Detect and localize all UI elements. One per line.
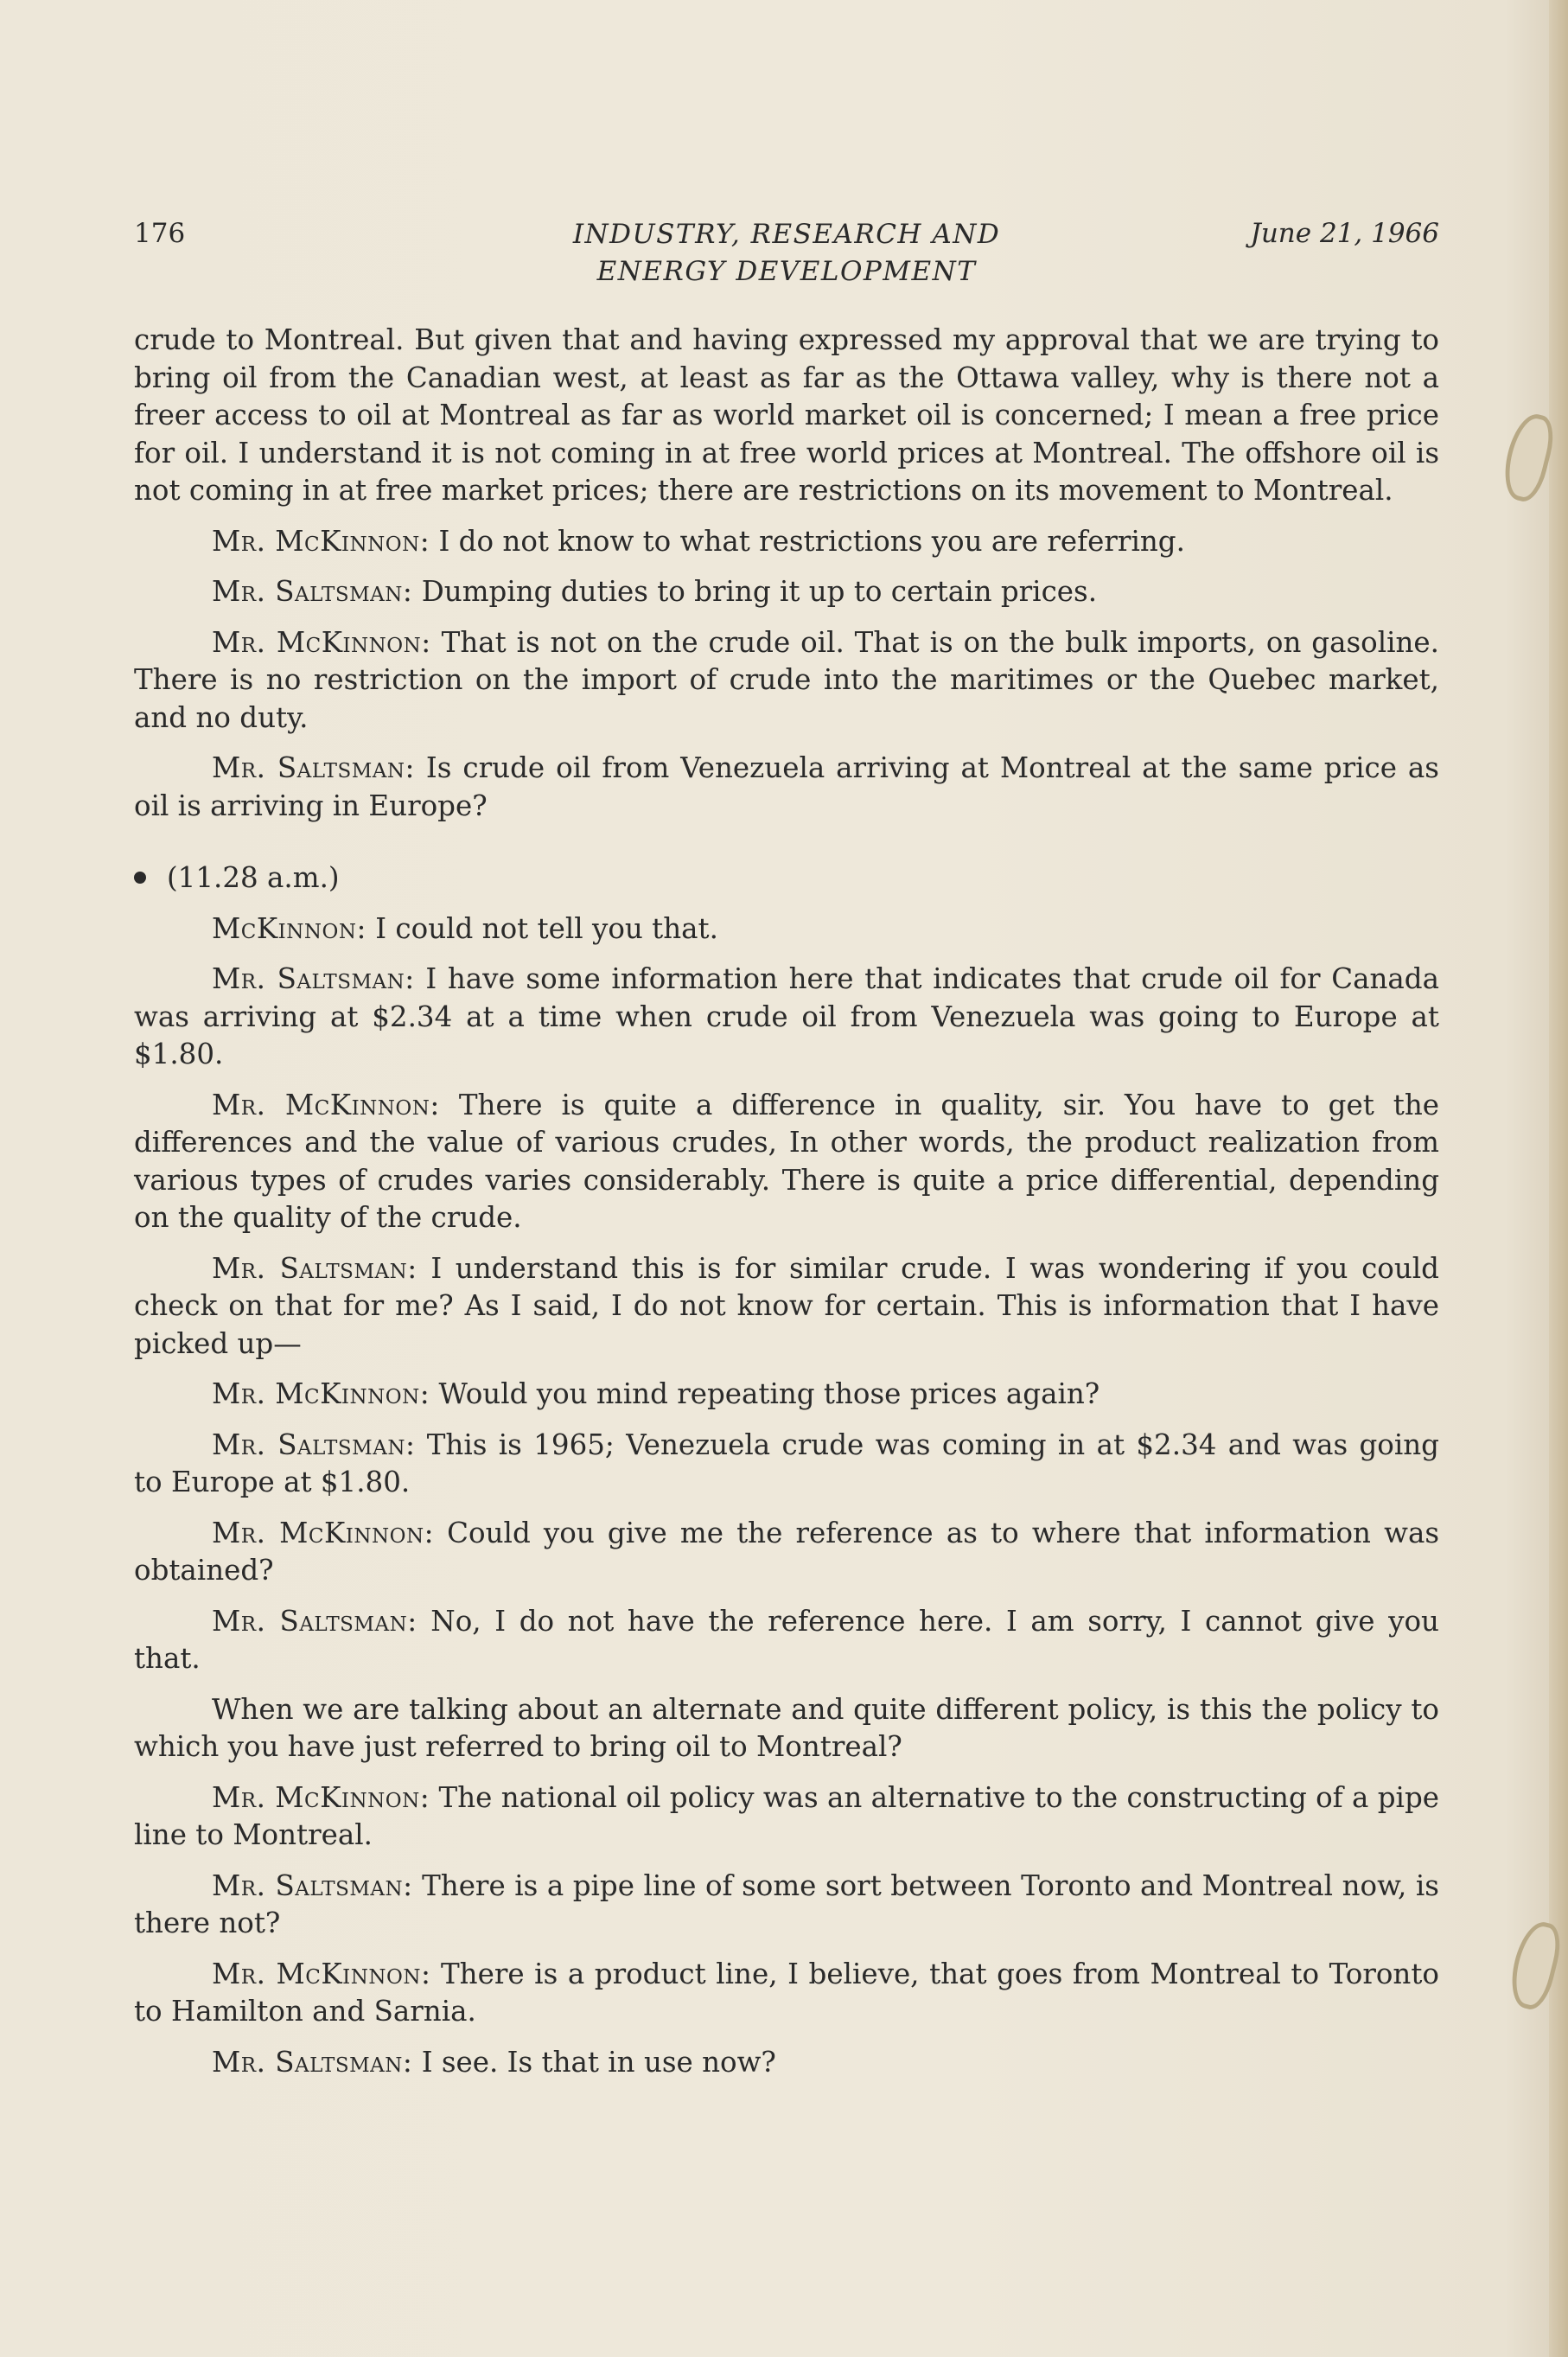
- speech-text: I could not tell you that.: [366, 911, 718, 945]
- page-date: June 21, 1966: [1250, 218, 1439, 249]
- continuation-paragraph: When we are talking about an alternate and quite different policy, is this the policy to which you have just referred to bring oil to Montreal?: [134, 1692, 1439, 1763]
- speech-text: That is not on the crude oil. That is on the bulk imports, on gasoline. There is no restriction on the import of crude into the maritimes or the Quebec market, and no duty.: [134, 625, 1439, 734]
- speaker-name: Mr. McKinnon:: [212, 1377, 430, 1410]
- speech-paragraph: [134, 1087, 1439, 1237]
- transcript-body: [134, 322, 1439, 2094]
- exchange-block-1: [134, 523, 1439, 826]
- speech-paragraph: [134, 1779, 1439, 1855]
- speech-paragraph: [134, 1250, 1439, 1364]
- speech-text: Could you give me the reference as to where that information was obtained?: [134, 1516, 1439, 1587]
- speaker-name: Mr. Saltsman:: [212, 1428, 416, 1461]
- speaker-name: Mr. McKinnon:: [212, 1957, 431, 1990]
- speech-paragraph: [134, 1603, 1439, 1678]
- running-title-line-1: INDUSTRY, RESEARCH AND: [572, 219, 1001, 250]
- exchange-block-3: [134, 1779, 1439, 2082]
- speech-text: I have some information here that indicates that crude oil for Canada was arriving at $2.34 at a time when crude oil from Venezuela was going to Europe at $1.80.: [134, 962, 1439, 1070]
- speaker-name: McKinnon:: [212, 911, 367, 945]
- page-number: 176: [134, 218, 186, 249]
- speech-paragraph: [134, 1868, 1439, 1943]
- speaker-name: Mr. Saltsman:: [212, 1604, 417, 1638]
- speech-text: I see. Is that in use now?: [412, 2045, 776, 2079]
- speaker-name: Mr. Saltsman:: [212, 1251, 417, 1285]
- speech-text: This is 1965; Venezuela crude was coming in at $2.34 and was going to Europe at $1.80.: [134, 1428, 1439, 1498]
- timestamp: (11.28 a.m.): [167, 861, 340, 894]
- speech-paragraph: [134, 1427, 1439, 1502]
- bullet-icon: [134, 872, 146, 884]
- speech-paragraph: [134, 961, 1439, 1074]
- speech-paragraph: [134, 1956, 1439, 2031]
- speaker-name: Mr. Saltsman:: [212, 2045, 413, 2079]
- page-header: [134, 213, 1439, 296]
- speech-paragraph: [134, 1376, 1439, 1414]
- speech-paragraph: [134, 910, 1439, 949]
- speech-paragraph: [134, 1515, 1439, 1590]
- speech-text: The national oil policy was an alternative to the constructing of a pipe line to Montreal.: [134, 1780, 1439, 1851]
- speech-paragraph: [134, 624, 1439, 738]
- speech-text: There is a pipe line of some sort between Toronto and Montreal now, is there not?: [134, 1868, 1439, 1939]
- running-title: [134, 216, 1439, 291]
- page-binding-edge: [1549, 0, 1568, 2357]
- speech-text: There is a product line, I believe, that goes from Montreal to Toronto to Hamilton and Sarnia.: [134, 1957, 1439, 2028]
- speech-paragraph: [134, 523, 1439, 561]
- speaker-name: Mr. McKinnon:: [212, 1780, 430, 1814]
- speech-text: Is crude oil from Venezuela arriving at Montreal at the same price as oil is arriving in Europe?: [134, 751, 1439, 822]
- speaker-name: Mr. Saltsman:: [212, 575, 413, 608]
- speaker-name: Mr. Saltsman:: [212, 1868, 413, 1902]
- speech-text: I do not know to what restrictions you are referring.: [430, 524, 1185, 558]
- timestamp-line: [134, 859, 1439, 897]
- opening-paragraph: crude to Montreal. But given that and having expressed my approval that we are trying to bring oil from the Canadian west, at least as far as the Ottawa valley, why is there not a freer access to oil at Montreal as far as world market oil is concerned; I mean a free price for oil. I understand it is not coming in at free world prices at Montreal. The offshore oil is not coming in at free market prices; there are restrictions on its movement to Montreal.: [134, 323, 1439, 507]
- speech-paragraph: [134, 2044, 1439, 2082]
- speech-text: Would you mind repeating those prices again?: [430, 1377, 1100, 1410]
- speech-text: I understand this is for similar crude. I was wondering if you could check on that for me? As I said, I do not know for certain. This is information that I have picked up—: [134, 1251, 1439, 1360]
- speech-text: There is quite a difference in quality, sir. You have to get the differences and the value of various crudes, In other words, the product realization from various types of crudes varies considerably. There is quite a price differential, depending on the quality of the crude.: [134, 1088, 1440, 1234]
- speech-paragraph: [134, 573, 1439, 611]
- speech-paragraph: [134, 750, 1439, 825]
- speaker-name: Mr. McKinnon:: [212, 1088, 440, 1121]
- speaker-name: Mr. McKinnon:: [212, 524, 430, 558]
- speaker-name: Mr. McKinnon:: [212, 625, 431, 659]
- speaker-name: Mr. McKinnon:: [212, 1516, 435, 1549]
- running-title-line-2: ENERGY DEVELOPMENT: [596, 256, 977, 287]
- speech-text: Dumping duties to bring it up to certain prices.: [412, 575, 1098, 608]
- exchange-block-2: [134, 910, 1439, 1678]
- speaker-name: Mr. Saltsman:: [212, 751, 415, 784]
- speech-text: No, I do not have the reference here. I am sorry, I cannot give you that.: [134, 1604, 1439, 1675]
- speaker-name: Mr. Saltsman:: [212, 962, 415, 995]
